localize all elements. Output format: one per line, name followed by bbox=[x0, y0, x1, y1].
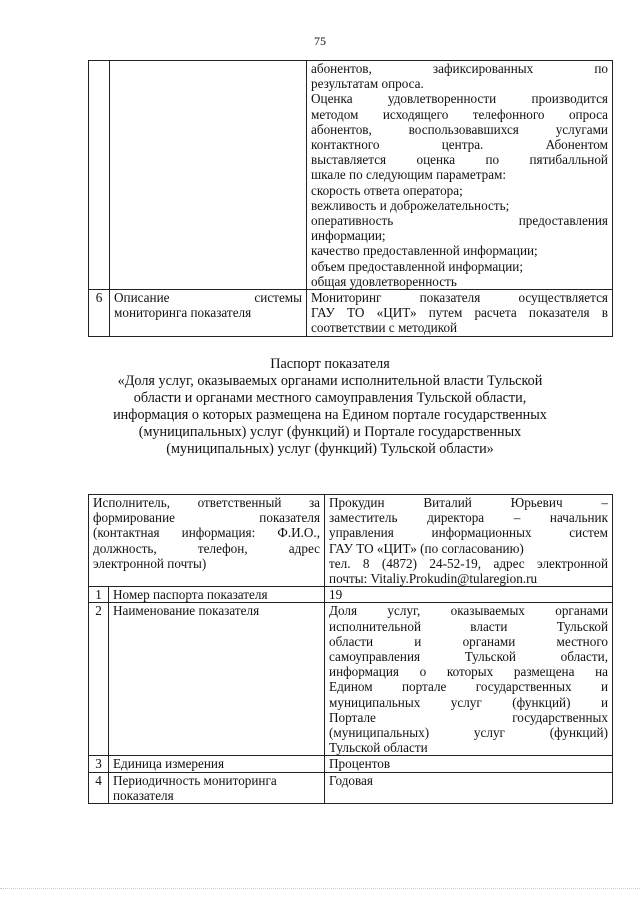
row-value-cell bbox=[325, 772, 613, 803]
text-line: области и органами местного bbox=[329, 633, 609, 649]
text-line: Прокудин Виталий Юрьевич – bbox=[329, 495, 609, 510]
text-line: Наименование показателя bbox=[113, 603, 260, 619]
table-row bbox=[89, 772, 613, 803]
text-line: самоуправления Тульской области, bbox=[329, 649, 609, 665]
text-line: Процентов bbox=[329, 756, 391, 772]
text-line: формирование показателя bbox=[93, 510, 321, 526]
indicator-passport-table bbox=[88, 494, 613, 804]
row-label-cell bbox=[109, 756, 325, 772]
text-line: Тульской области bbox=[329, 740, 428, 756]
text-line: Периодичность мониторинга bbox=[113, 772, 277, 788]
row-label-cell bbox=[109, 772, 325, 803]
text-line: (контактная информация: Ф.И.О., bbox=[93, 525, 321, 541]
text-line: ГАУ ТО «ЦИТ» путем расчета показателя в bbox=[311, 305, 608, 321]
text-line: исполнительной власти Тульской bbox=[329, 618, 609, 634]
text-line: Мониторинг показателя осуществляется bbox=[311, 290, 608, 306]
text-line: муниципальных услуг (функций) и bbox=[329, 694, 609, 710]
indicator-table-continued bbox=[88, 60, 613, 337]
text-line: Доля услуг, оказываемых органами bbox=[329, 603, 609, 619]
text-line: результатам опроса. bbox=[311, 76, 424, 92]
text-line: методом исходящего телефонного опроса bbox=[311, 106, 608, 122]
row-number-cell: 2 bbox=[89, 603, 109, 756]
row-value-cell bbox=[307, 61, 613, 290]
text-line: вежливость и доброжелательность; bbox=[311, 197, 510, 213]
row-value-cell bbox=[325, 603, 613, 756]
row-number-cell: 4 bbox=[89, 772, 109, 803]
text-line: соответствии с методикой bbox=[311, 320, 458, 336]
row-number-cell: 6 bbox=[89, 290, 110, 337]
table-row bbox=[89, 61, 613, 290]
text-line: 19 bbox=[329, 587, 343, 603]
row-number-cell bbox=[89, 61, 110, 290]
text-line: выставляется оценка по пятибалльной bbox=[311, 152, 608, 168]
text-line: общая удовлетворенность bbox=[311, 273, 457, 289]
row-label-cell bbox=[109, 587, 325, 603]
text-line: шкале по следующим параметрам: bbox=[311, 167, 507, 183]
executor-label-cell bbox=[89, 495, 325, 587]
text-line: заместитель директора – начальник bbox=[329, 510, 609, 526]
row-label-cell bbox=[110, 61, 307, 290]
page-number: 75 bbox=[314, 34, 326, 48]
text-line: абонентов, зафиксированных по bbox=[311, 61, 608, 76]
table-row bbox=[89, 290, 613, 337]
text-line: абонентов, воспользовавшихся услугами bbox=[311, 121, 608, 137]
text-line: управления информационных систем bbox=[329, 525, 609, 541]
row-number-cell: 1 bbox=[89, 587, 109, 603]
passport-title-line: (муниципальных) услуг (функций) Тульской области» bbox=[166, 441, 494, 457]
text-line: оперативность предоставления bbox=[311, 213, 608, 229]
passport-title-line: «Доля услуг, оказываемых органами исполнительной власти Тульской bbox=[117, 373, 543, 389]
text-line: контактного центра. Абонентом bbox=[311, 137, 608, 153]
text-line: скорость ответа оператора; bbox=[311, 182, 463, 198]
text-line: (муниципальных) услуг (функций) bbox=[329, 725, 609, 741]
text-line: показателя bbox=[113, 787, 174, 803]
text-line: тел. 8 (4872) 24-52-19, адрес электронной bbox=[329, 555, 609, 571]
text-line: электронной почты) bbox=[93, 555, 207, 571]
text-line: Исполнитель, ответственный за bbox=[93, 495, 321, 510]
passport-title-line: Паспорт показателя bbox=[270, 356, 390, 372]
row-value-cell bbox=[325, 587, 613, 603]
table-row-executor bbox=[89, 495, 613, 587]
text-line: Портале государственных bbox=[329, 709, 609, 725]
text-line: должность, телефон, адрес bbox=[93, 540, 321, 556]
text-line: Номер паспорта показателя bbox=[113, 587, 268, 603]
text-line: информация о которых размещена на bbox=[329, 664, 609, 680]
passport-title-line: области и органами местного самоуправления Тульской области, bbox=[133, 390, 527, 406]
text-line: ГАУ ТО «ЦИТ» (по согласованию) bbox=[329, 540, 524, 556]
text-line: Годовая bbox=[329, 772, 373, 788]
text-line: почты: Vitaliy.Prokudin@tularegion.ru bbox=[329, 571, 538, 587]
text-line: мониторинга показателя bbox=[114, 305, 252, 321]
table-row bbox=[89, 756, 613, 772]
row-label-cell bbox=[109, 603, 325, 756]
row-number-cell: 3 bbox=[89, 756, 109, 772]
text-line: объем предоставленной информации; bbox=[311, 258, 524, 274]
text-line: Едином портале государственных и bbox=[329, 679, 609, 695]
text-line: Описание системы bbox=[114, 290, 302, 306]
text-line: информации; bbox=[311, 228, 386, 244]
scan-noise-divider bbox=[0, 888, 640, 891]
row-value-cell bbox=[307, 290, 613, 337]
text-line: Единица измерения bbox=[113, 756, 225, 772]
executor-value-cell bbox=[325, 495, 613, 587]
text-line: Оценка удовлетворенности производится bbox=[311, 91, 608, 107]
row-value-cell bbox=[325, 756, 613, 772]
passport-title-line: информация о которых размещена на Едином портале государственных bbox=[113, 407, 547, 423]
row-label-cell bbox=[110, 290, 307, 337]
text-line: качество предоставленной информации; bbox=[311, 243, 538, 259]
table-row bbox=[89, 603, 613, 756]
passport-title bbox=[80, 356, 580, 458]
passport-title-line: (муниципальных) услуг (функций) и Портале государственных bbox=[138, 424, 522, 440]
table-row bbox=[89, 587, 613, 603]
